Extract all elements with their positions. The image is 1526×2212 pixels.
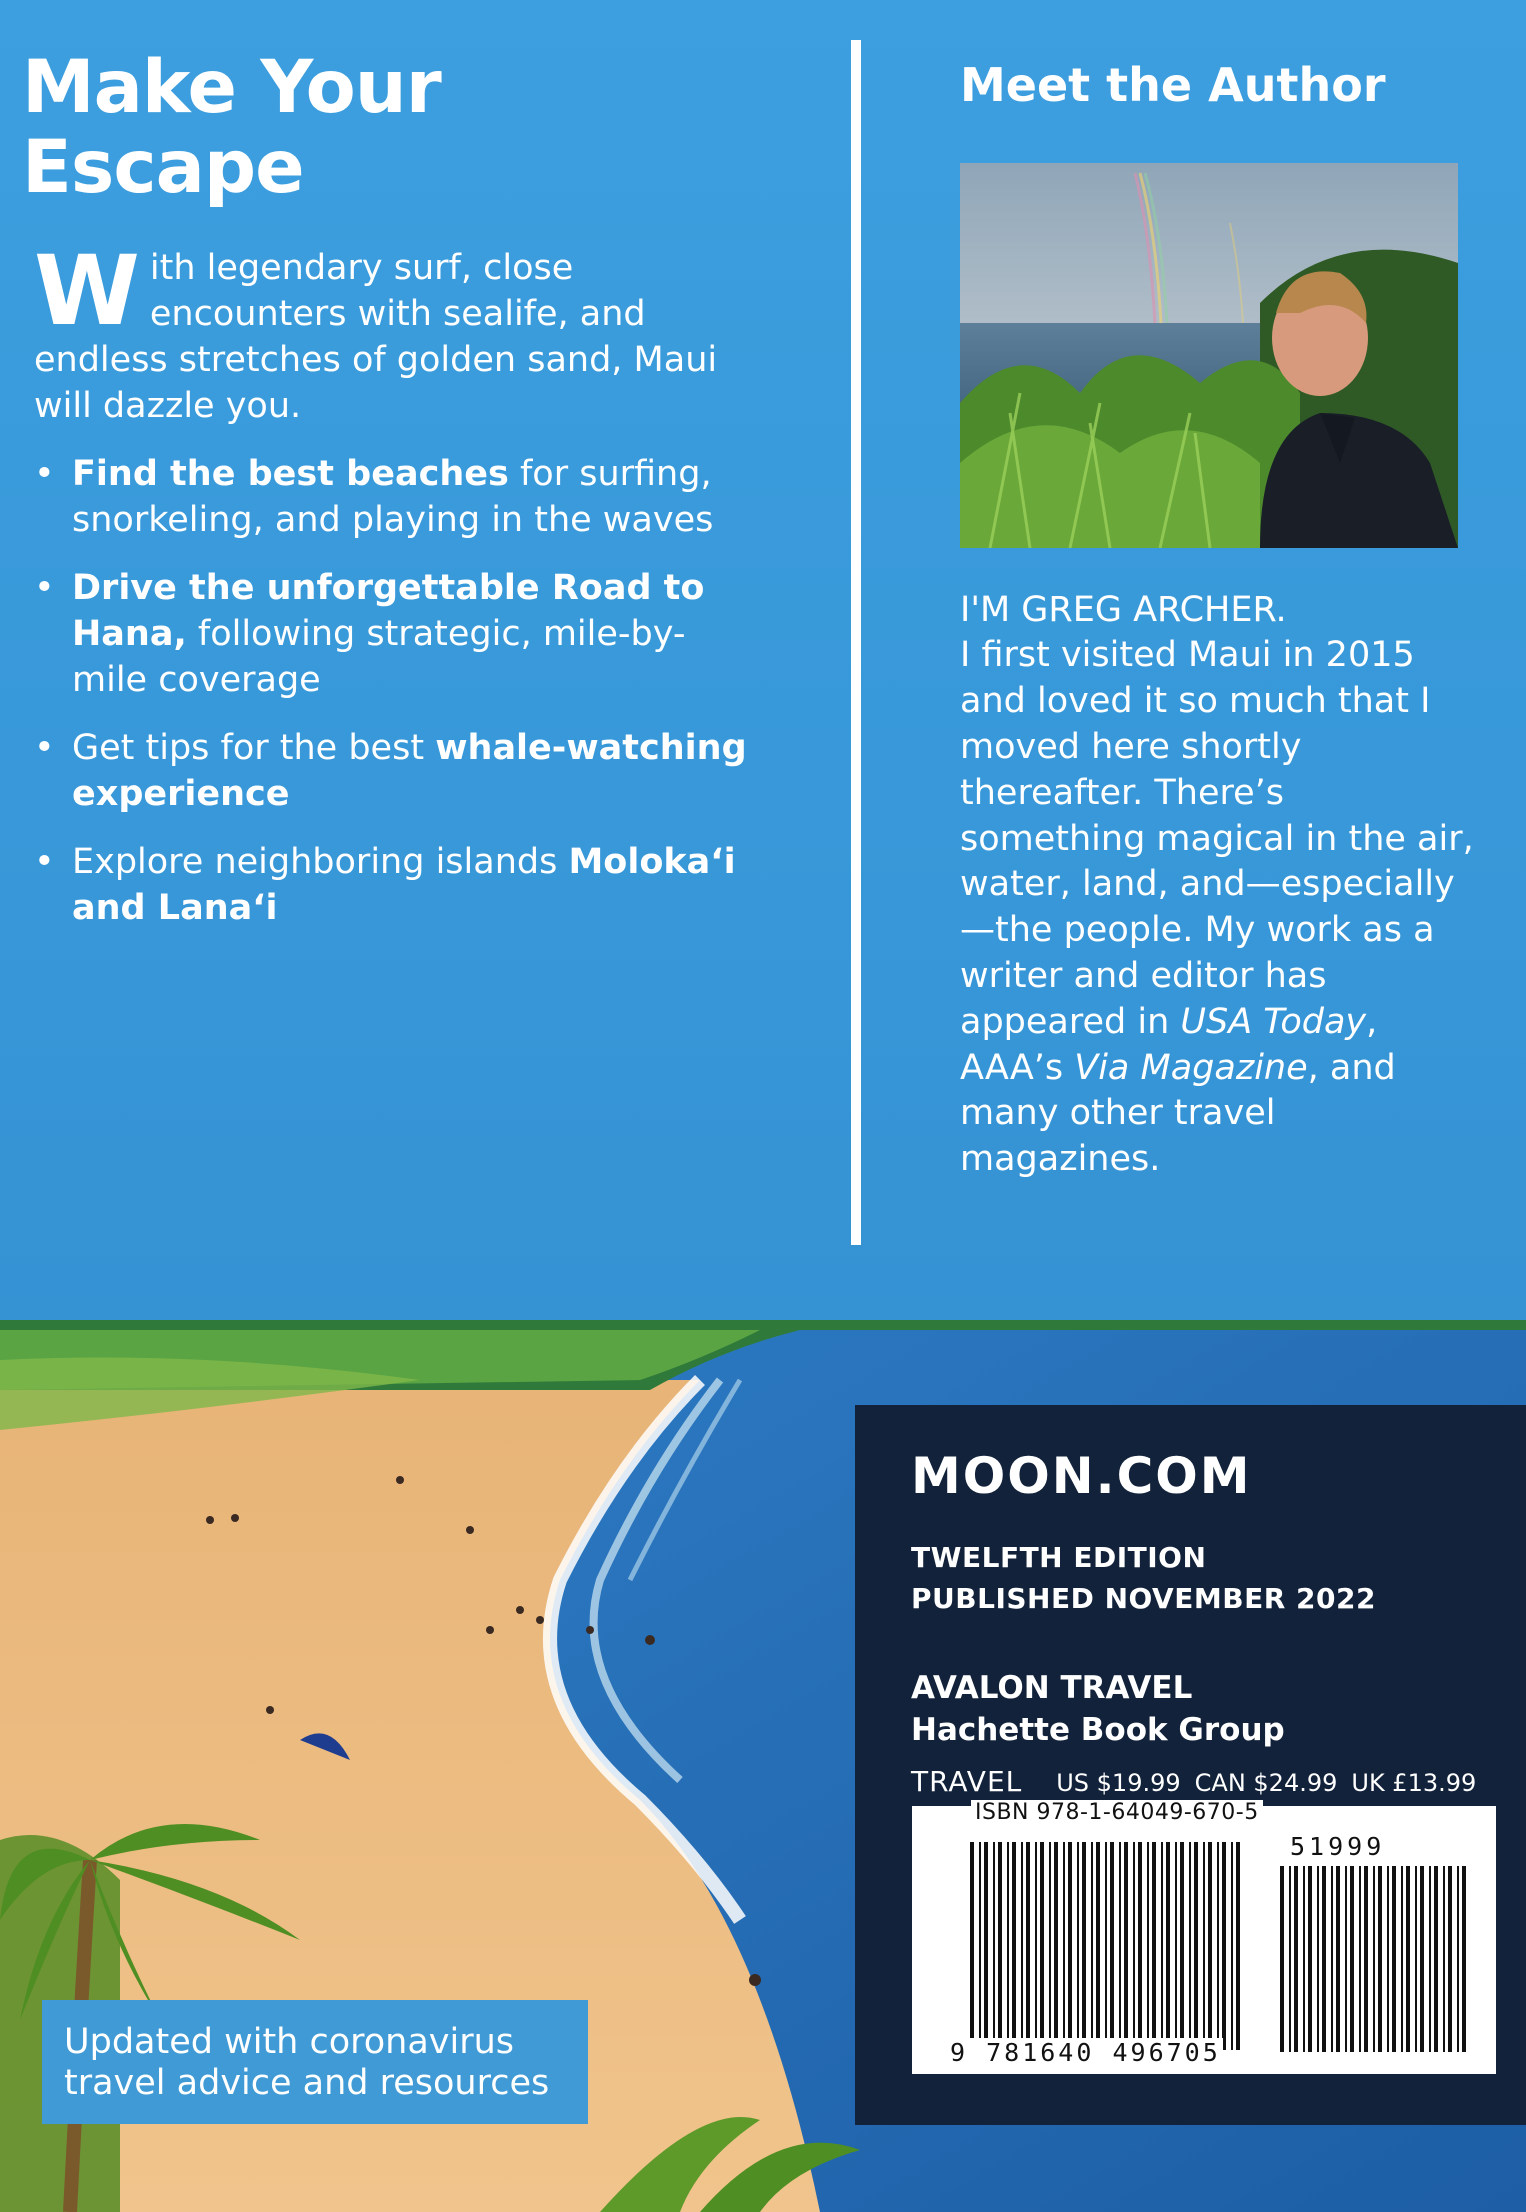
price-us: US $19.99 (1056, 1769, 1181, 1797)
feature-text: Explore neighboring islands (72, 841, 569, 882)
barcode-bar (1040, 1842, 1044, 2050)
barcode-bar (1152, 1842, 1156, 2050)
barcode-bar (1364, 1866, 1368, 2052)
author-bio-text: I first visited Maui in 2015 and loved it so much that I moved here shortly thereafter. There’s something magical in the air, water, land, and—especially—the people. My work as a writer and editor has appeared in (960, 635, 1474, 1042)
publish-date: PUBLISHED NOVEMBER 2022 (911, 1582, 1376, 1615)
feature-text: Get tips for the best (72, 727, 436, 768)
barcode-bar (1063, 1842, 1065, 2050)
barcode-bar (1110, 1842, 1114, 2050)
intro-dropcap: W (34, 234, 140, 347)
barcode-bar (1082, 1842, 1086, 2050)
publisher-name: AVALON TRAVEL (911, 1670, 1193, 1706)
feature-item (34, 565, 752, 703)
barcode-bar (1420, 1866, 1424, 2052)
publisher-info (911, 1667, 1285, 1751)
feature-text: for surfing, snorkeling, and playing in the waves (72, 453, 714, 540)
barcode-bar (1096, 1842, 1100, 2050)
feature-list (34, 451, 747, 931)
column-divider (851, 40, 861, 1245)
author-photo-image (960, 163, 1458, 548)
price-uk: UK £13.99 (1351, 1769, 1477, 1797)
feature-item (34, 839, 752, 931)
edition-line: TWELFTH EDITION (911, 1541, 1207, 1574)
barcode-bar (1194, 1842, 1198, 2050)
barcode-bar (1222, 1842, 1226, 2050)
intro-text: ith legendary surf, close encounters with sealife, and endless stretches of golden sand, Maui will dazzle you. (34, 247, 718, 426)
barcode-bar (1359, 1866, 1361, 2052)
publisher-group: Hachette Book Group (911, 1712, 1285, 1748)
barcode-bar (1147, 1842, 1149, 2050)
barcode-bar (1434, 1866, 1438, 2052)
bullet-dot-icon: • (34, 727, 55, 768)
barcode-bar (1180, 1842, 1184, 2050)
barcode-bar (1231, 1842, 1233, 2050)
barcode-bar (1012, 1842, 1016, 2050)
escape-title: Make Your Escape (22, 45, 441, 211)
barcode-bar (1406, 1866, 1410, 2052)
author-name: I'M GREG ARCHER. (960, 589, 1287, 630)
barcode-bar (1068, 1842, 1072, 2050)
barcode-bar (1429, 1866, 1431, 2052)
publication-via-magazine: Via Magazine (1074, 1047, 1308, 1088)
category-label: TRAVEL (911, 1765, 1023, 1798)
barcode-digits: 9 781640 496705 (950, 2038, 1221, 2067)
barcode-bar (1457, 1866, 1459, 2052)
bullet-dot-icon: • (34, 567, 55, 608)
barcode-bar (1189, 1842, 1191, 2050)
bullet-dot-icon: • (34, 453, 55, 494)
barcode-bar (1289, 1866, 1291, 2052)
barcode-bar (1133, 1842, 1135, 2050)
feature-bold: Moloka‘i and Lana‘i (72, 841, 736, 928)
barcode-bar (1401, 1866, 1403, 2052)
barcode-bar (1387, 1866, 1389, 2052)
barcode-bar (1373, 1866, 1375, 2052)
barcode-bar (1175, 1842, 1177, 2050)
feature-bold: Find the best beaches (72, 453, 509, 494)
barcode-bar (1462, 1866, 1466, 2052)
price-can: CAN $24.99 (1194, 1769, 1338, 1797)
barcode-bar (1415, 1866, 1417, 2052)
barcode-bar (1317, 1866, 1319, 2052)
barcode-bar (1217, 1842, 1219, 2050)
barcode-bar (1049, 1842, 1051, 2050)
author-bio-text: , AAA’s (960, 1001, 1378, 1088)
barcode-bar (1280, 1866, 1284, 2052)
intro-paragraph (34, 234, 724, 429)
barcode-bar (1443, 1866, 1445, 2052)
feature-item (34, 725, 752, 817)
barcode-bar (1091, 1842, 1093, 2050)
website-label: MOON.COM (911, 1447, 1252, 1505)
barcode-bar (1021, 1842, 1023, 2050)
barcode-bar (1345, 1866, 1347, 2052)
barcode-bar (1077, 1842, 1079, 2050)
barcode-bar (1105, 1842, 1107, 2050)
feature-bold: Drive the unforgettable Road to Hana, (72, 567, 705, 654)
barcode-main-bars (970, 1842, 1242, 2050)
barcode-bar (1026, 1842, 1030, 2050)
author-title: Meet the Author (960, 58, 1386, 112)
barcode-bar (1208, 1842, 1212, 2050)
barcode-bar (1331, 1866, 1333, 2052)
author-photo (960, 163, 1458, 548)
edition-info (911, 1537, 1376, 1619)
barcode-bar (984, 1842, 988, 2050)
feature-text: following strategic, mile-by-mile coverage (72, 613, 686, 700)
price-line (911, 1765, 1511, 1798)
barcode-bar (1378, 1866, 1382, 2052)
author-column (960, 60, 1480, 1183)
barcode-bar (979, 1842, 981, 2050)
barcode-bar (1350, 1866, 1354, 2052)
publication-usa-today: USA Today (1180, 1001, 1367, 1042)
barcode-bar (1448, 1866, 1452, 2052)
barcode-bar (970, 1842, 974, 2050)
barcode-bar (1392, 1866, 1396, 2052)
barcode-bar (1119, 1842, 1121, 2050)
barcode-bar (1054, 1842, 1058, 2050)
barcode-bar (1303, 1866, 1305, 2052)
covid-update-note: Updated with coronavirus travel advice and resources (42, 2000, 588, 2124)
barcode-bar (1336, 1866, 1340, 2052)
barcode-bar (1035, 1842, 1037, 2050)
escape-column (22, 45, 747, 953)
author-bio-text: , and many other travel magazines. (960, 1047, 1396, 1180)
barcode-bar (1308, 1866, 1312, 2052)
barcode-bar (1236, 1842, 1240, 2050)
feature-item (34, 451, 752, 543)
barcode-bar (993, 1842, 995, 2050)
barcode-addon-number: 51999 (1290, 1832, 1386, 1861)
bullet-dot-icon: • (34, 841, 55, 882)
isbn-number: ISBN 978-1-64049-670-5 (971, 1800, 1263, 1825)
barcode-bar (1138, 1842, 1142, 2050)
barcode-addon-bars (1280, 1866, 1470, 2052)
author-bio (960, 588, 1480, 1183)
barcode-bar (1161, 1842, 1163, 2050)
barcode-bar (1322, 1866, 1326, 2052)
barcode-bar (1166, 1842, 1170, 2050)
barcode-label (912, 1806, 1496, 2074)
barcode-bar (1294, 1866, 1298, 2052)
barcode-bar (998, 1842, 1002, 2050)
barcode-bar (1007, 1842, 1009, 2050)
barcode-bar (1203, 1842, 1205, 2050)
feature-bold: whale-watching experience (72, 727, 747, 814)
barcode-bar (1124, 1842, 1128, 2050)
